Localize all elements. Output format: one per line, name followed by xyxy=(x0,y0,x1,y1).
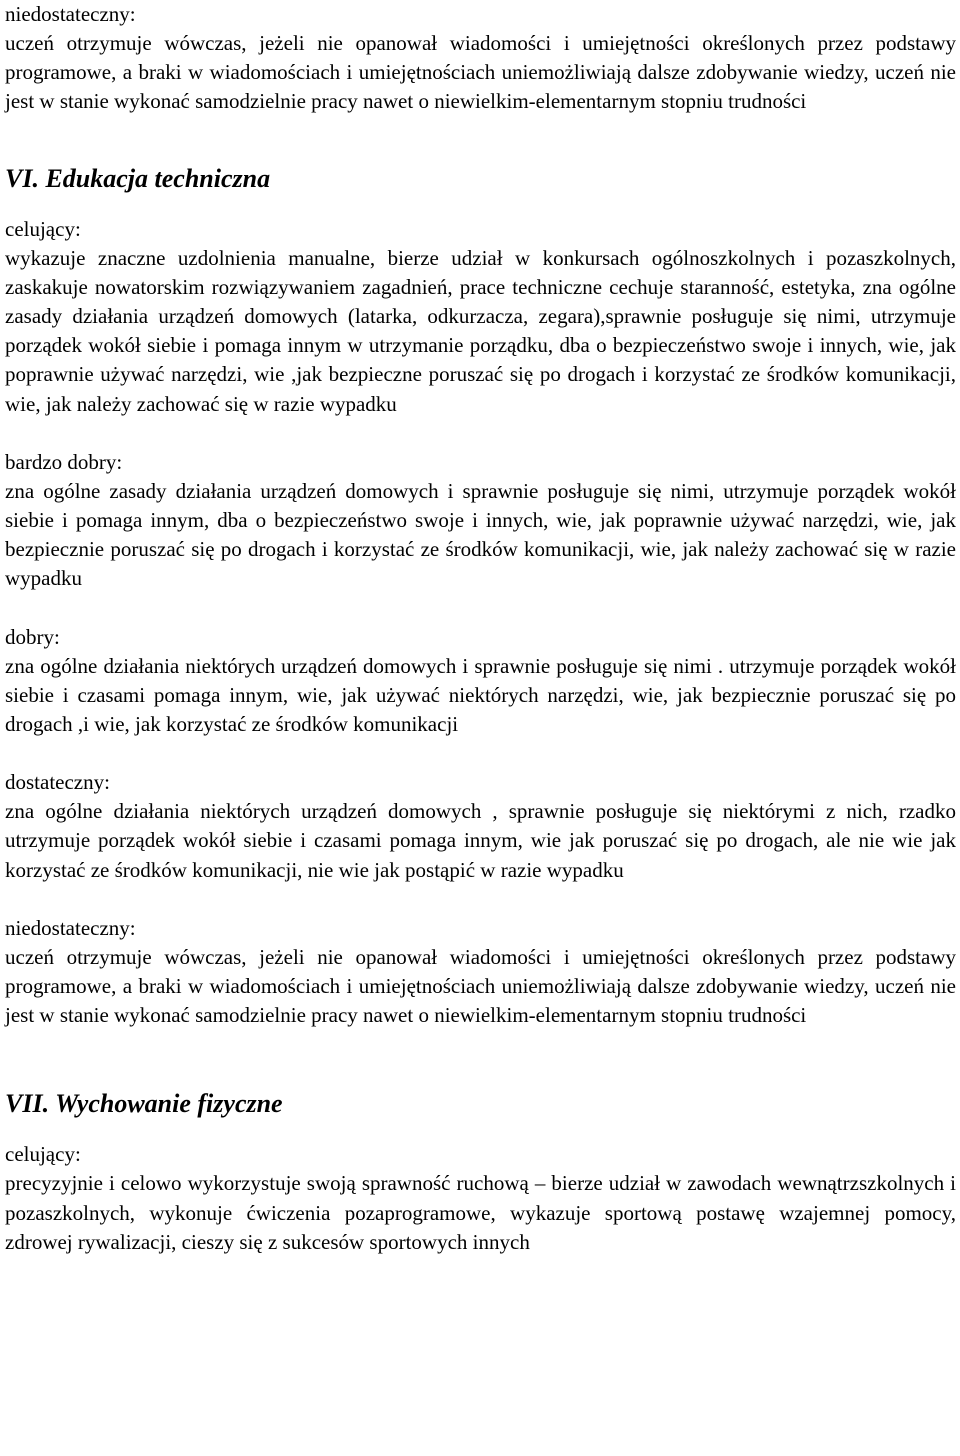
grade-label-bardzo-dobry-vi: bardzo dobry: xyxy=(5,449,123,474)
grade-text-dobry-vi: zna ogólne działania niektórych urządzeń domowych i sprawnie posługuje się nimi . utrzymuje porządek wokół siebie i czasami pomaga innym, wie, jak używać niektórych narzędzi, wie, jak bezpiecznie poruszać się po drogach ,i wie, jak korzystać ze środków komunikacji xyxy=(5,653,956,737)
grade-label-niedostateczny-vi: niedostateczny: xyxy=(5,915,136,940)
document-page xyxy=(5,0,956,1257)
grade-text-celujacy-vii: precyzyjnie i celowo wykorzystuje swoją sprawność ruchową – bierze udział w zawodach wewnątrzszkolnych i pozaszkolnych, wykonuje ćwiczenia pozaprogramowe, wykazuje sportową postawę wzajemnej pomocy, zdrowej rywalizacji, cieszy się z sukcesów sportowych innych xyxy=(5,1171,956,1254)
section-number-vii: VII. xyxy=(5,1089,50,1119)
section-number-vi: VI. xyxy=(5,163,39,193)
grade-label-dostateczny-vi: dostateczny: xyxy=(5,770,110,795)
grade-label-niedostateczny-prev: niedostateczny: xyxy=(5,2,136,26)
section-heading-vi xyxy=(5,161,956,197)
section-heading-vii xyxy=(5,1086,956,1122)
grade-label-celujacy-vi: celujący: xyxy=(5,216,81,241)
section-title-vi: Edukacja techniczna xyxy=(45,163,271,193)
section-title-vii: Wychowanie fizyczne xyxy=(55,1089,283,1119)
grade-text-niedostateczny-vi: uczeń otrzymuje wówczas, jeżeli nie opanował wiadomości i umiejętności określonych przez podstawy programowe, a braki w wiadomościach i umiejętnościach uniemożliwiają dalsze zdobywanie wiedzy, uczeń nie jest w stanie wykonać samodzielnie pracy nawet o niewielkim-elementarnym stopniu trudności xyxy=(5,944,956,1028)
grade-label-celujacy-vii: celujący: xyxy=(5,1142,81,1167)
grade-text-celujacy-vi: wykazuje znaczne uzdolnienia manualne, bierze udział w konkursach ogólnoszkolnych i pozaszkolnych, zaskakuje nowatorskim rozwiązywaniem zagadnień, prace techniczne cechuje staranność, estetyka, zna ogólne zasady działania urządzeń domowych (latarka, odkurzacza, zegara),sprawnie posługuje się nimi, utrzymuje porządek wokół siebie i pomaga innym w utrzymanie porządku, dba o bezpieczeństwo swoje i innych, wie, jak poprawnie używać narzędzi, wie ,jak bezpieczne poruszać się po drogach i korzystać ze środków komunikacji, wie, jak należy zachować się w razie wypadku xyxy=(5,245,956,416)
grade-text-niedostateczny-prev: uczeń otrzymuje wówczas, jeżeli nie opanował wiadomości i umiejętności określonych przez podstawy programowe, a braki w wiadomościach i umiejętnościach uniemożliwiają dalsze zdobywanie wiedzy, uczeń nie jest w stanie wykonać samodzielnie pracy nawet o niewielkim-elementarnym stopniu trudności xyxy=(5,31,956,114)
grade-label-dobry-vi: dobry: xyxy=(5,624,60,649)
grade-text-dostateczny-vi: zna ogólne działania niektórych urządzeń domowych , sprawnie posługuje się niektórymi z nich, rzadko utrzymuje porządek wokół siebie i czasami pomaga innym, wie jak poruszać się po drogach, ale nie wie jak korzystać ze środków komunikacji, nie wie jak postąpić w razie wypadku xyxy=(5,799,956,882)
grade-text-bardzo-dobry-vi: zna ogólne zasady działania urządzeń domowych i sprawnie posługuje się nimi, utrzymuje porządek wokół siebie i pomaga innym, dba o bezpieczeństwo swoje i innych, wie, jak poprawnie używać narzędzi, wie, jak bezpiecznie poruszać się po drogach i korzystać ze środków komunikacji, wie, jak należy zachować się w razie wypadku xyxy=(5,478,956,591)
